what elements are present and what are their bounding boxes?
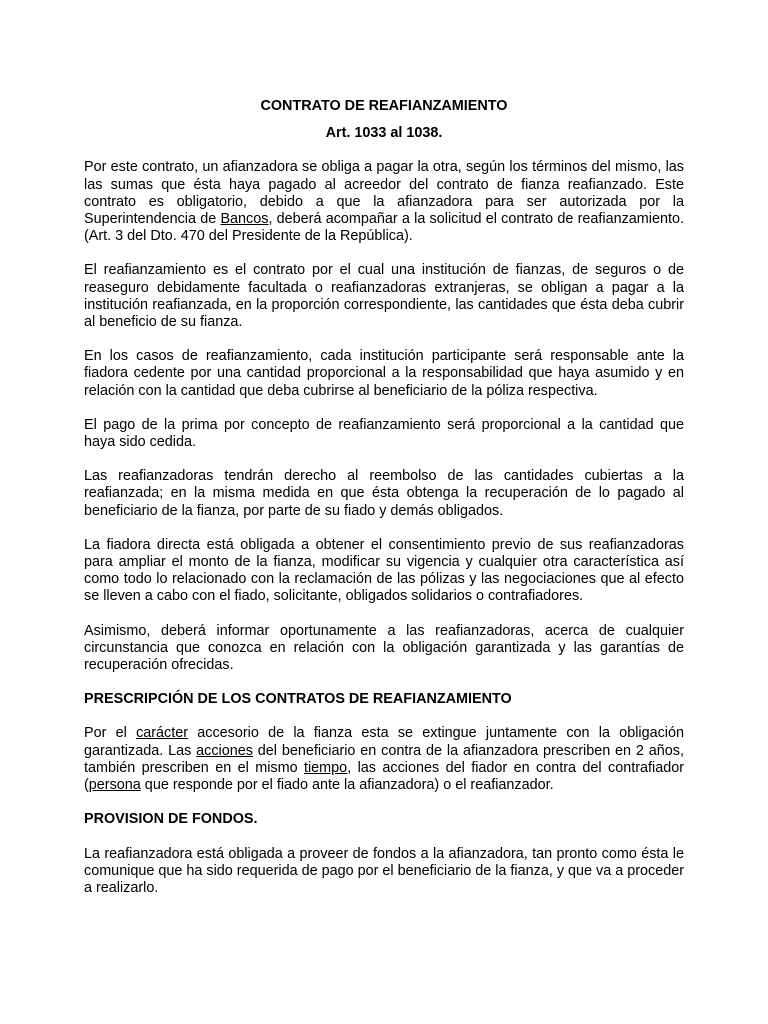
paragraph-8-text-c: del beneficiario en contra de la afianzadora prescriben en 2 años, también prescriben en el mismo: [84, 742, 684, 776]
paragraph-1-text-a: Por este contrato, un afianzadora se obliga a pagar la otra, según los términos del mismo, las las sumas que ésta haya pagado al acreedor del contrato de fianza reafianzado. Este contrato es obligatorio, debido a que la afianzadora para ser autorizada por la Superintendencia de: [84, 159, 684, 228]
section-heading-provision: PROVISION DE FONDOS.: [84, 811, 258, 828]
link-persona[interactable]: persona: [88, 777, 141, 794]
paragraph-5: Las reafianzadoras tendrán derecho al reembolso de las cantidades cubiertas a la reafianzada; en la misma medida en que ésta obtenga la recuperación de lo pagado al beneficiario de la fianza, por parte de su fiado y demás obligados.: [84, 468, 684, 519]
paragraph-8-text-d: , las acciones del fiador en contra del contrafiador (: [84, 759, 684, 794]
paragraph-7: Asimismo, deberá informar oportunamente a las reafianzadoras, acerca de cualquier circunstancia que conozca en relación con la obligación garantizada y las garantías de recuperación ofrecidas.: [84, 622, 684, 674]
document-subtitle: Art. 1033 al 1038.: [325, 125, 443, 142]
paragraph-2: El reafianzamiento es el contrato por el cual una institución de fianzas, de seguros o de reaseguro debidamente facultada o reafianzadoras extranjeras, se obligan a pagar a la institución reafianzada, en la proporción correspondiente, las cantidades que ésta deba cubrir al beneficio de su fianza.: [84, 262, 684, 331]
paragraph-9: La reafianzadora está obligada a proveer de fondos a la afianzadora, tan pronto como ésta le comunique que ha sido requerida de pago por el beneficiario de la fianza, y que va a proceder a realizarlo.: [84, 845, 685, 896]
paragraph-4: El pago de la prima por concepto de reafianzamiento será proporcional a la cantidad que haya sido cedida.: [84, 416, 684, 451]
paragraph-1: [84, 159, 684, 245]
paragraph-8: [84, 725, 684, 794]
paragraph-3: En los casos de reafianzamiento, cada institución participante será responsable ante la fiadora cedente por una cantidad proporcional a la responsabilidad que haya asumido y en relación con la cantidad que deba cubrirse al beneficiario de la póliza respectiva.: [84, 348, 684, 399]
document-title: CONTRATO DE REAFIANZAMIENTO: [260, 98, 508, 114]
link-acciones[interactable]: acciones: [196, 742, 253, 759]
link-tiempo[interactable]: tiempo: [303, 759, 348, 776]
paragraph-8-text-e: que responde por el fiado ante la afianzadora) o el reafianzador.: [140, 777, 554, 794]
paragraph-6: La fiadora directa está obligada a obtener el consentimiento previo de sus reafianzadoras para ampliar el monto de la fianza, modificar su vigencia y cualquier otra característica así como todo lo relacionado con la reclamación de las pólizas y las negociaciones que al efecto se lleven a cabo con el fiado, solicitante, obligados solidarios o contrafiadores.: [84, 536, 684, 605]
paragraph-1-text-b: , deberá acompañar a la solicitud el contrato de reafianzamiento. (Art. 3 del Dto. 470 del Presidente de la República).: [84, 211, 684, 245]
section-heading-prescripcion: PRESCRIPCIÓN DE LOS CONTRATOS DE REAFIANZAMIENTO: [84, 691, 512, 708]
paragraph-8-text-a: Por el: [84, 725, 137, 742]
link-bancos[interactable]: Bancos: [220, 211, 269, 228]
link-caracter[interactable]: carácter: [136, 725, 189, 742]
paragraph-8-text-b: accesorio de la fianza esta se extingue juntamente con la obligación garantizada. Las: [84, 725, 684, 759]
